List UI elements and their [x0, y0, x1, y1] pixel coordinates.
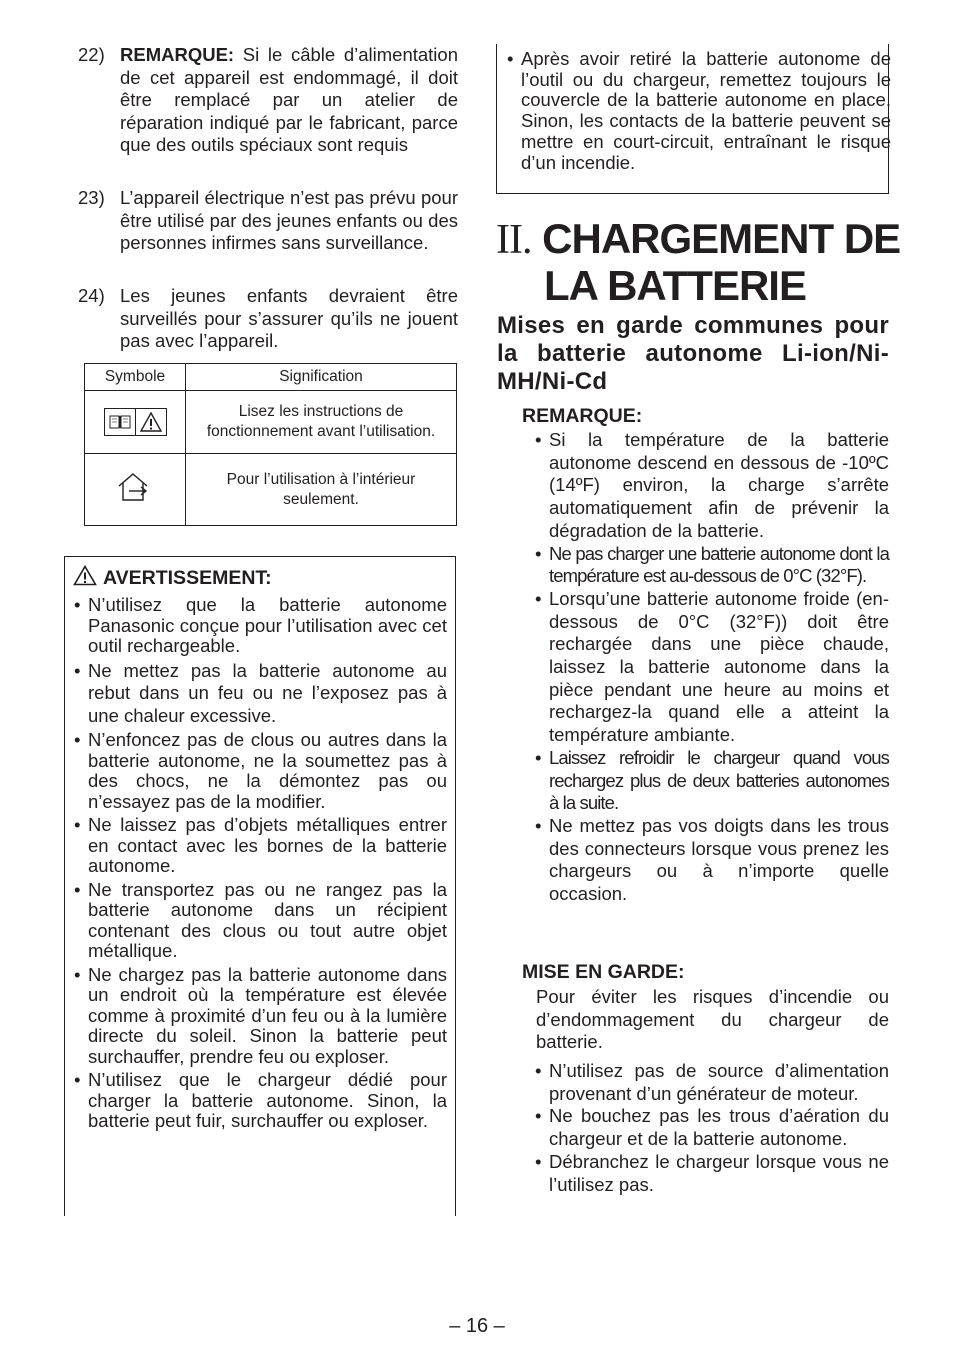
caution-list [534, 1060, 889, 1196]
indoor-house-icon [115, 490, 155, 507]
page-number: – 16 – [449, 1315, 505, 1337]
table-header-symbol: Symbole [85, 364, 186, 391]
list-item: • N’utilisez que la batterie autonome Panasonic conçue pour l’utilisation avec cet outil rechargeable. [73, 595, 447, 657]
list-item: • Après avoir retiré la batterie autonome de l’outil ou du chargeur, remettez toujours le couvercle de la batterie autonome en place. Sinon, les contacts de la batterie peuvent se mettre en court-circuit, entraînant le risque d’un incendie. [506, 49, 891, 173]
list-item: • Laissez refroidir le chargeur quand vous rechargez plus de deux batteries autonomes à la suite. [534, 747, 889, 815]
symbol-cell [85, 454, 186, 526]
list-item: • Ne transportez pas ou ne rangez pas la batterie autonome dans un récipient contenant des clous ou tout autre objet métallique. [73, 880, 447, 962]
table-row [85, 391, 457, 454]
meaning-cell: Pour l’utilisation à l’intérieur seulement. [186, 454, 457, 526]
list-item: • Débranchez le chargeur lorsque vous ne l’utilisez pas. [534, 1151, 889, 1196]
item-text: Les jeunes enfants devraient être surveillés pour s’assurer qu’ils ne jouent pas avec l’appareil. [120, 285, 458, 352]
list-item: • N’utilisez pas de source d’alimentation provenant d’un générateur de moteur. [534, 1060, 889, 1105]
caution-intro: Pour éviter les risques d’incendie ou d’endommagement du chargeur de batterie. [536, 986, 889, 1053]
warning-box [64, 556, 456, 1216]
remark-list [534, 429, 889, 906]
section-title-line1: CHARGEMENT DE [542, 215, 901, 262]
table-header-meaning: Signification [186, 364, 457, 391]
caution-label: MISE EN GARDE: [522, 961, 685, 983]
meaning-cell: Lisez les instructions de fonctionnement avant l’utilisation. [186, 391, 457, 454]
subheading: Mises en garde communes pour la batterie autonome Li-ion/Ni-MH/Ni-Cd [497, 312, 889, 395]
list-item-24 [78, 285, 458, 353]
item-text: Si le câble d’alimentation de cet appareil est endommagé, il doit être remplacé par un atelier de réparation indiqué par le fabricant, parce que des outils spéciaux sont requis [120, 44, 458, 156]
list-item-22 [78, 44, 458, 157]
symbol-cell [85, 391, 186, 454]
warning-triangle-icon [73, 565, 97, 592]
symbol-table [84, 363, 457, 526]
section-heading [496, 216, 900, 309]
item-number: 23) [78, 187, 105, 208]
battery-cover-note-box [496, 44, 889, 194]
item-number: 22) [78, 44, 105, 65]
list-item: • Lorsqu’une batterie autonome froide (en-dessous de 0°C (32°F)) doit être rechargée dans une pièce chaude, laissez la batterie autonome dans la pièce pendant une heure au moins et rechargez-la quand elle a atteint la température ambiante. [534, 588, 889, 747]
section-title-line2: LA BATTERIE [544, 262, 806, 309]
book-icon [105, 409, 135, 435]
item-text: L’appareil électrique n’est pas prévu pour être utilisé par des jeunes enfants ou des personnes infirmes sans surveillance. [120, 187, 458, 254]
list-item: • N’enfoncez pas de clous ou autres dans la batterie autonome, ne la soumettez pas à des chocs, ne la démontez pas ou n’essayez pas de la modifier. [73, 730, 447, 812]
table-row [85, 454, 457, 526]
remark-label: REMARQUE: [522, 405, 643, 427]
list-item: • Ne chargez pas la batterie autonome dans un endroit où la température est élevée comme à proximité d’un feu ou à la lumière directe du soleil. Sinon la batterie peut surchauffer, prendre feu ou exploser. [73, 965, 447, 1068]
list-item: • Ne mettez pas vos doigts dans les trous des connecteurs lorsque vous prenez les chargeurs ou à n’importe quelle occasion. [534, 815, 889, 906]
list-item: • Ne bouchez pas les trous d’aération du chargeur et de la batterie autonome. [534, 1105, 889, 1150]
item-number: 24) [78, 285, 105, 306]
warning-heading [73, 565, 272, 592]
section-numeral: II. [496, 217, 532, 263]
warning-title: AVERTISSEMENT: [103, 567, 272, 589]
list-item: • N’utilisez que le chargeur dédié pour charger la batterie autonome. Sinon, la batterie peut fuir, surchauffer ou exploser. [73, 1070, 447, 1132]
list-item: • Ne mettez pas la batterie autonome au rebut dans un feu ou ne l’exposez pas à une chaleur excessive. [73, 660, 447, 728]
list-item: • Si la température de la batterie autonome descend en dessous de -10ºC (14ºF) environ, la charge s’arrête automatiquement afin de prévenir la dégradation de la batterie. [534, 429, 889, 543]
remark-lead: REMARQUE: [120, 44, 235, 65]
list-item-23 [78, 187, 458, 255]
list-item: • Ne pas charger une batterie autonome dont la température est au-dessous de 0°C (32°F). [534, 543, 889, 588]
warning-triangle-icon [135, 409, 166, 435]
warning-list [73, 595, 447, 1135]
list-item: • Ne laissez pas d’objets métalliques entrer en contact avec les bornes de la batterie autonome. [73, 815, 447, 877]
